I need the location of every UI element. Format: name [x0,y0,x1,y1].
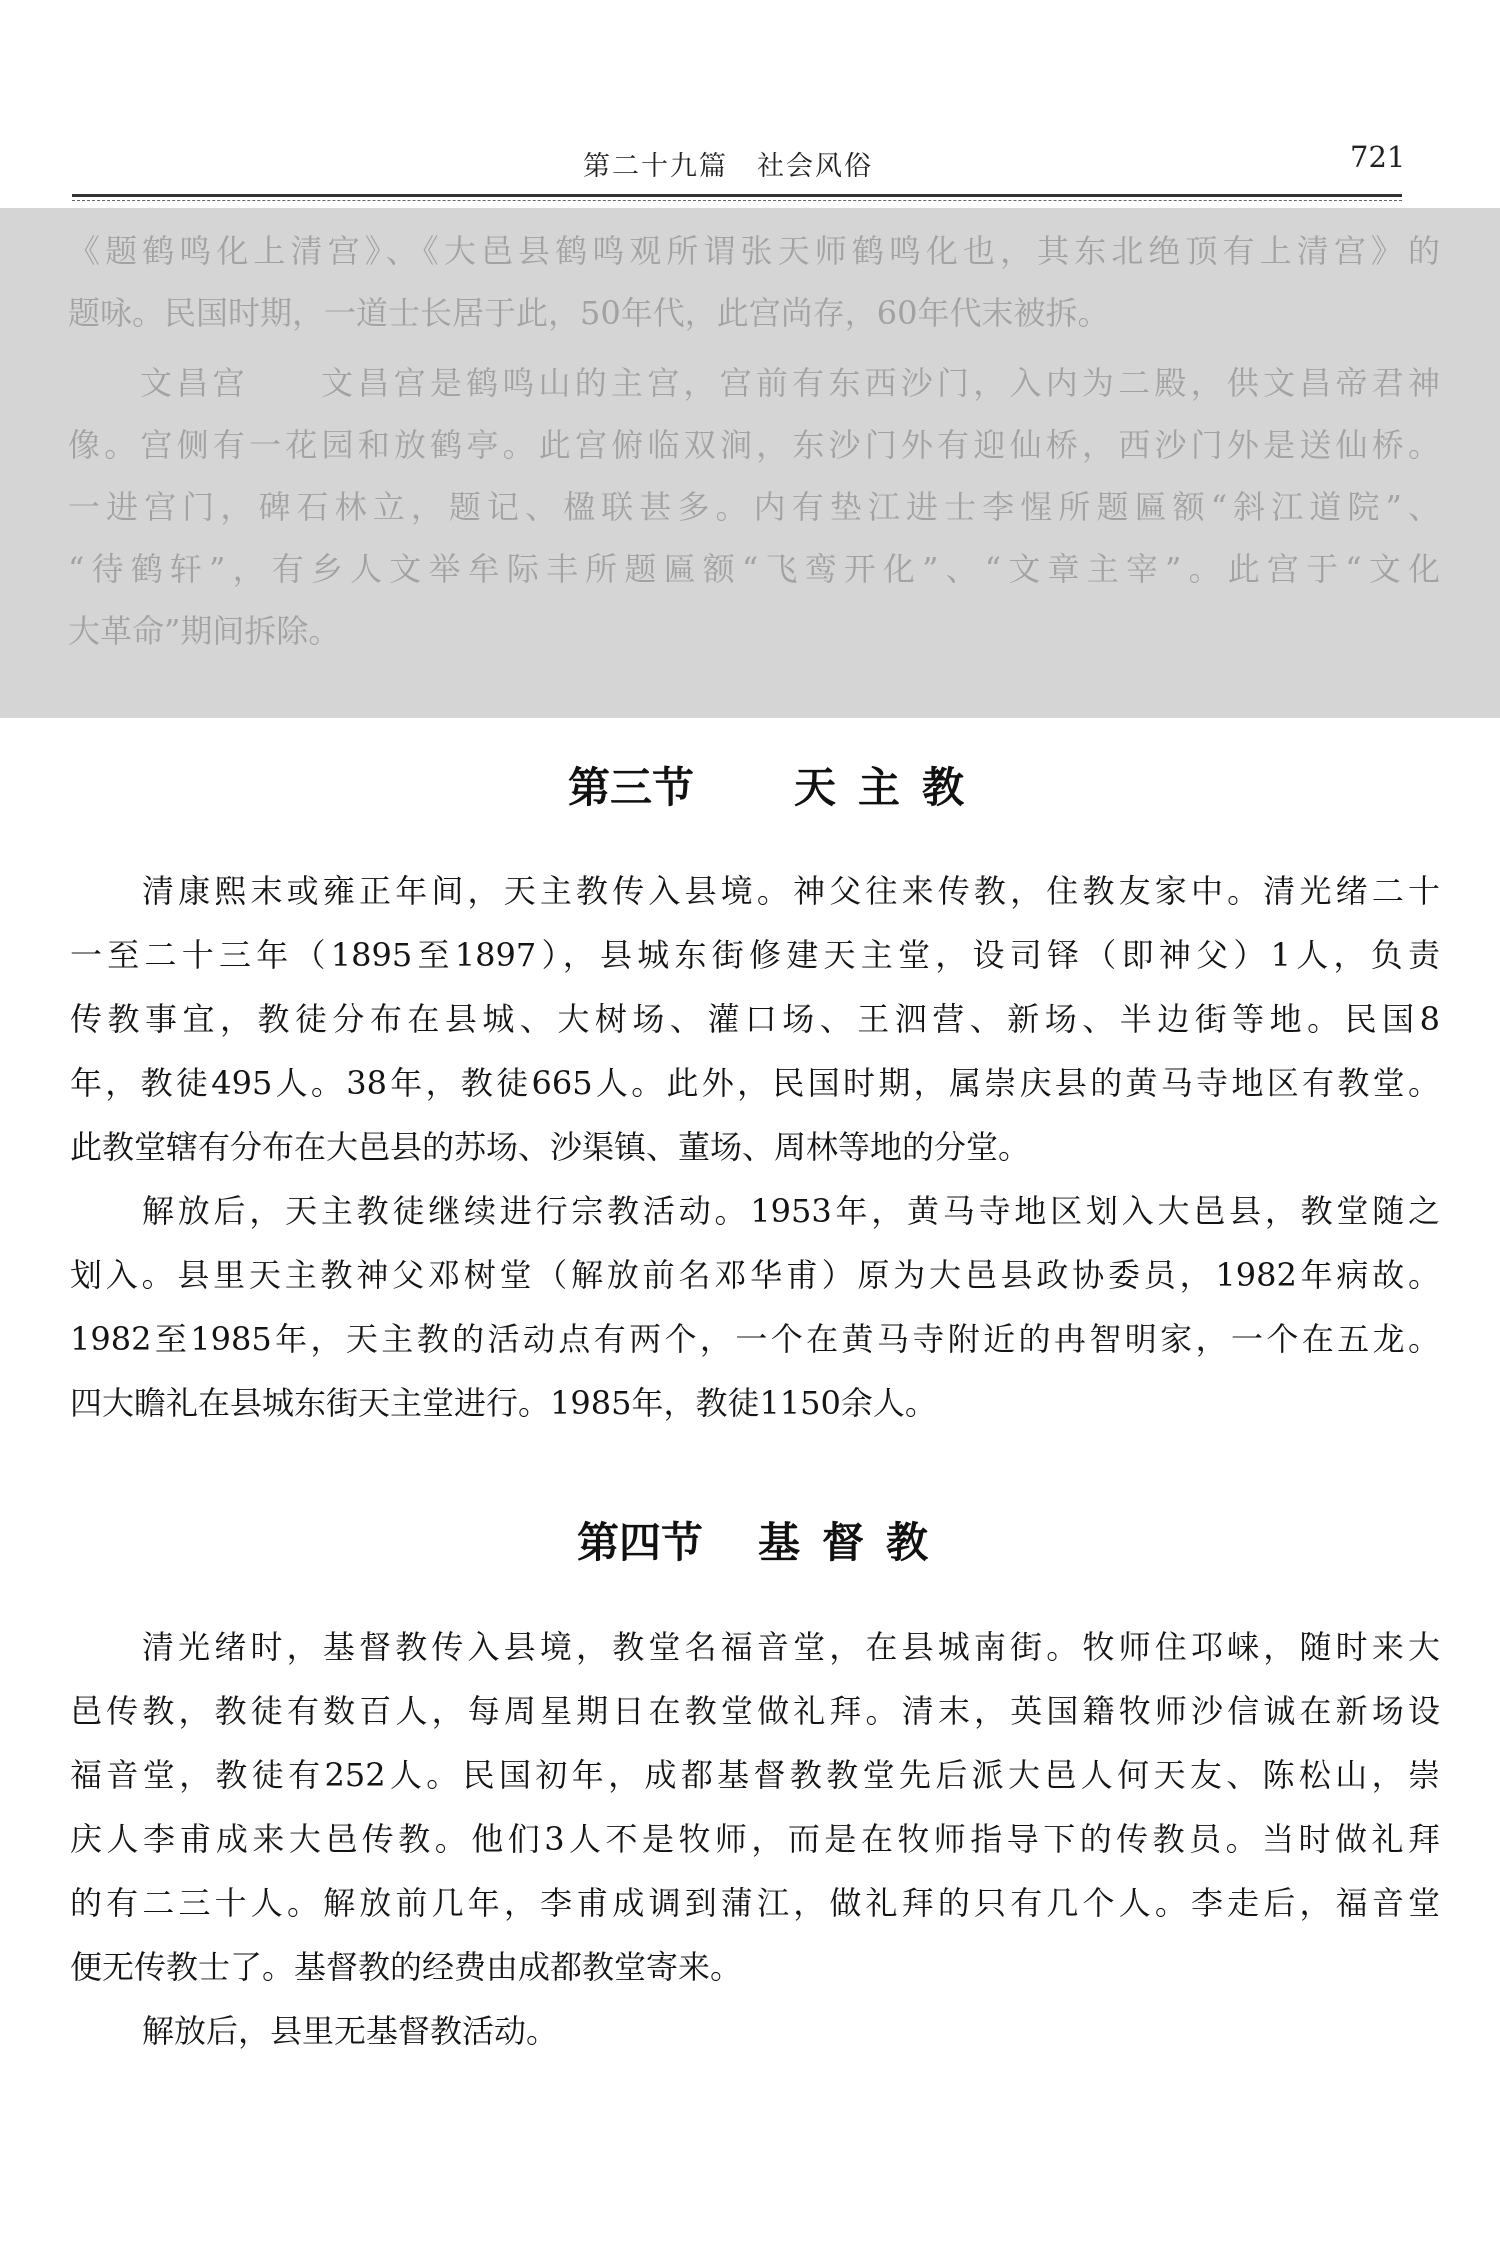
section3-p1-line: 此教堂辖有分布在大邑县的苏场、沙渠镇、董场、周林等地的分堂。 [70,1128,1031,1166]
section4-number: 第四节 [577,1518,704,1567]
section4-p1-line: 清光绪时，基督教传入县境，教堂名福音堂，在县城南街。牧师住邛崃，随时来大 [142,1628,1440,1666]
section4-p1-line: 便无传教士了。基督教的经费由成都教堂寄来。 [70,1948,743,1986]
header-rule-dashed [72,200,1402,201]
section3-p2-line: 解放后，天主教徒继续进行宗教活动。1953年，黄马寺地区划入大邑县，教堂随之 [142,1192,1440,1230]
section3-p1-line: 一至二十三年（1895至1897），县城东街修建天主堂，设司铎（即神父）1人，负责 [70,936,1440,974]
page-header [0,0,1500,205]
section3-title: 天主教 [794,763,987,812]
section4-p1-line: 邑传教，教徒有数百人，每周星期日在教堂做礼拜。清末，英国籍牧师沙信诚在新场设 [70,1692,1440,1730]
greyed-line: 题咏。民国时期，一道士长居于此，50年代，此宫尚存，60年代末被拆。 [68,294,1110,332]
section4-p1-line: 福音堂，教徒有252人。民国初年，成都基督教教堂先后派大邑人何天友、陈松山，崇 [70,1756,1440,1794]
running-title: 第二十九篇 社会风俗 [583,151,873,182]
greyed-line: “待鹤轩”，有乡人文举牟际丰所题匾额“飞鸾开化”、“文章主宰”。此宫于“文化 [68,550,1440,588]
section3-heading [568,755,986,815]
section4-p2-line: 解放后，县里无基督教活动。 [142,2012,559,2050]
section4-title: 基督教 [758,1518,951,1567]
greyed-previous-section [0,208,1500,718]
header-rule [72,194,1402,197]
greyed-line: 文昌宫 文昌宫是鹤鸣山的主宫，宫前有东西沙门，入内为二殿，供文昌帝君神 [140,364,1440,402]
section4-heading [577,1510,950,1570]
section4-p1-line: 的有二三十人。解放前几年，李甫成调到蒲江，做礼拜的只有几个人。李走后，福音堂 [70,1884,1440,1922]
section3-p2-line: 四大瞻礼在县城东街天主堂进行。1985年，教徒1150余人。 [70,1384,937,1422]
greyed-line: 大革命”期间拆除。 [68,612,341,650]
section3-number: 第三节 [568,763,695,812]
page-number: 721 [1350,140,1406,174]
section3-p1-line: 传教事宜，教徒分布在县城、大树场、灌口场、王泗营、新场、半边街等地。民国8 [70,1000,1440,1038]
section3-p1-line: 年，教徒495人。38年，教徒665人。此外，民国时期，属崇庆县的黄马寺地区有教堂。 [70,1064,1440,1102]
section4-p1-line: 庆人李甫成来大邑传教。他们3人不是牧师，而是在牧师指导下的传教员。当时做礼拜 [70,1820,1440,1858]
greyed-line: 《题鹤鸣化上清宫》、《大邑县鹤鸣观所谓张天师鹤鸣化也，其东北绝顶有上清宫》的 [68,232,1440,270]
section3-p1-line: 清康熙末或雍正年间，天主教传入县境。神父往来传教，住教友家中。清光绪二十 [142,872,1440,910]
section3-p2-line: 划入。县里天主教神父邓树堂（解放前名邓华甫）原为大邑县政协委员，1982年病故。 [70,1256,1440,1294]
greyed-line: 像。宫侧有一花园和放鹤亭。此宫俯临双涧，东沙门外有迎仙桥，西沙门外是送仙桥。 [68,426,1440,464]
greyed-line: 一进宫门，碑石林立，题记、楹联甚多。内有垫江进士李惺所题匾额“斜江道院”、 [68,488,1440,526]
section3-p2-line: 1982至1985年，天主教的活动点有两个，一个在黄马寺附近的冉智明家，一个在五龙。 [70,1320,1440,1358]
